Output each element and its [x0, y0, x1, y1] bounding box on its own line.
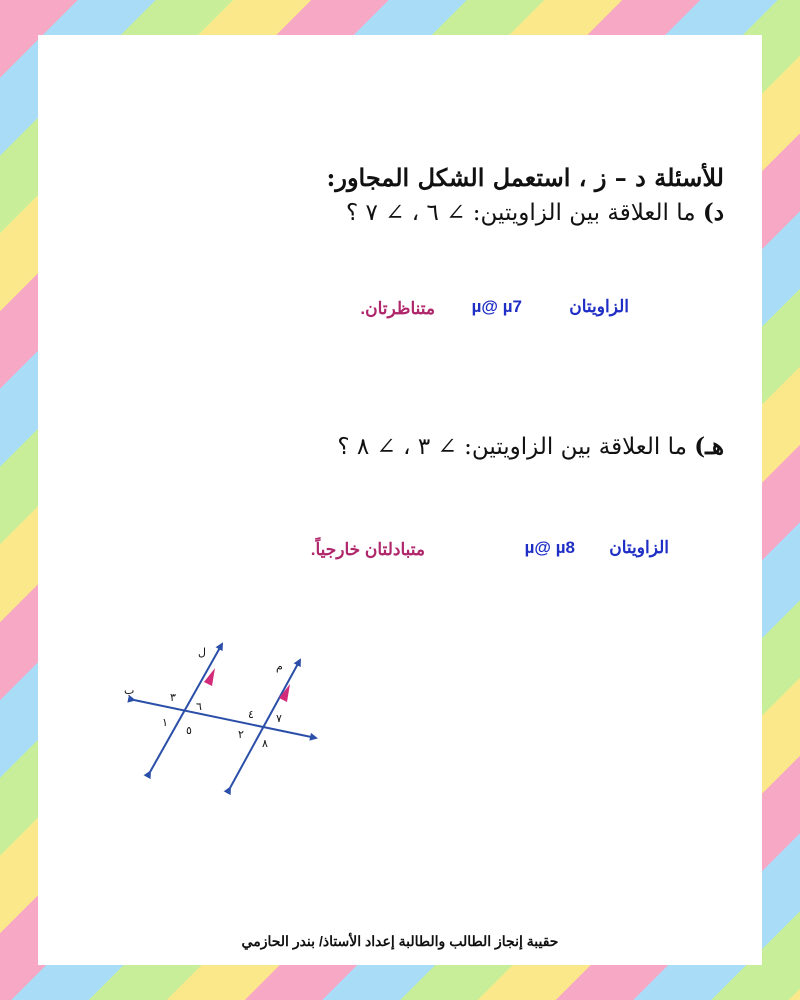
answer-d-angles: µ@ µ7 [471, 297, 522, 316]
parallel-line-m [230, 660, 300, 788]
answer-h-prefix: الزاويتان [609, 538, 669, 557]
label-line-m: م [276, 660, 283, 673]
angle-label-7: ٧ [276, 712, 282, 725]
angle-label-5: ٥ [186, 724, 192, 737]
angle-label-2: ٢ [238, 728, 244, 741]
answer-h-angles: µ@ µ8 [524, 538, 575, 557]
answer-d-relation: متناظرتان. [360, 299, 435, 318]
angle-label-4: ٤ [248, 708, 254, 721]
label-line-l: ل [198, 646, 206, 659]
answer-d-prefix: الزاويتان [569, 297, 629, 316]
angle-label-3: ٣ [170, 691, 176, 704]
parallel-arrow-icon-l [204, 668, 215, 686]
parallel-line-l [150, 644, 222, 772]
question-h-label: هـ) [694, 433, 724, 460]
angle-label-1: ١ [162, 716, 168, 729]
question-h [337, 433, 724, 460]
question-h-text: ما العلاقة بين الزاويتين: ∠ ٣ ، ∠ ٨ ؟ [337, 434, 687, 460]
angle-label-8: ٨ [262, 737, 268, 750]
footer-credit: حقيبة إنجاز الطالب والطالبة إعداد الأستاذ/ بندر الحازمي [241, 933, 559, 949]
angle-label-6: ٦ [196, 700, 202, 713]
answer-h-relation: متبادلتان خارجياً. [310, 540, 425, 559]
label-line-b: ب [124, 684, 135, 697]
parallel-lines-figure [72, 600, 332, 800]
section-heading: للأسئلة د – ز ، استعمل الشكل المجاور: [326, 163, 724, 192]
question-d [346, 199, 724, 226]
worksheet-page [38, 35, 762, 965]
question-d-label: د) [702, 199, 724, 226]
question-d-text: ما العلاقة بين الزاويتين: ∠ ٦ ، ∠ ٧ ؟ [345, 200, 696, 226]
